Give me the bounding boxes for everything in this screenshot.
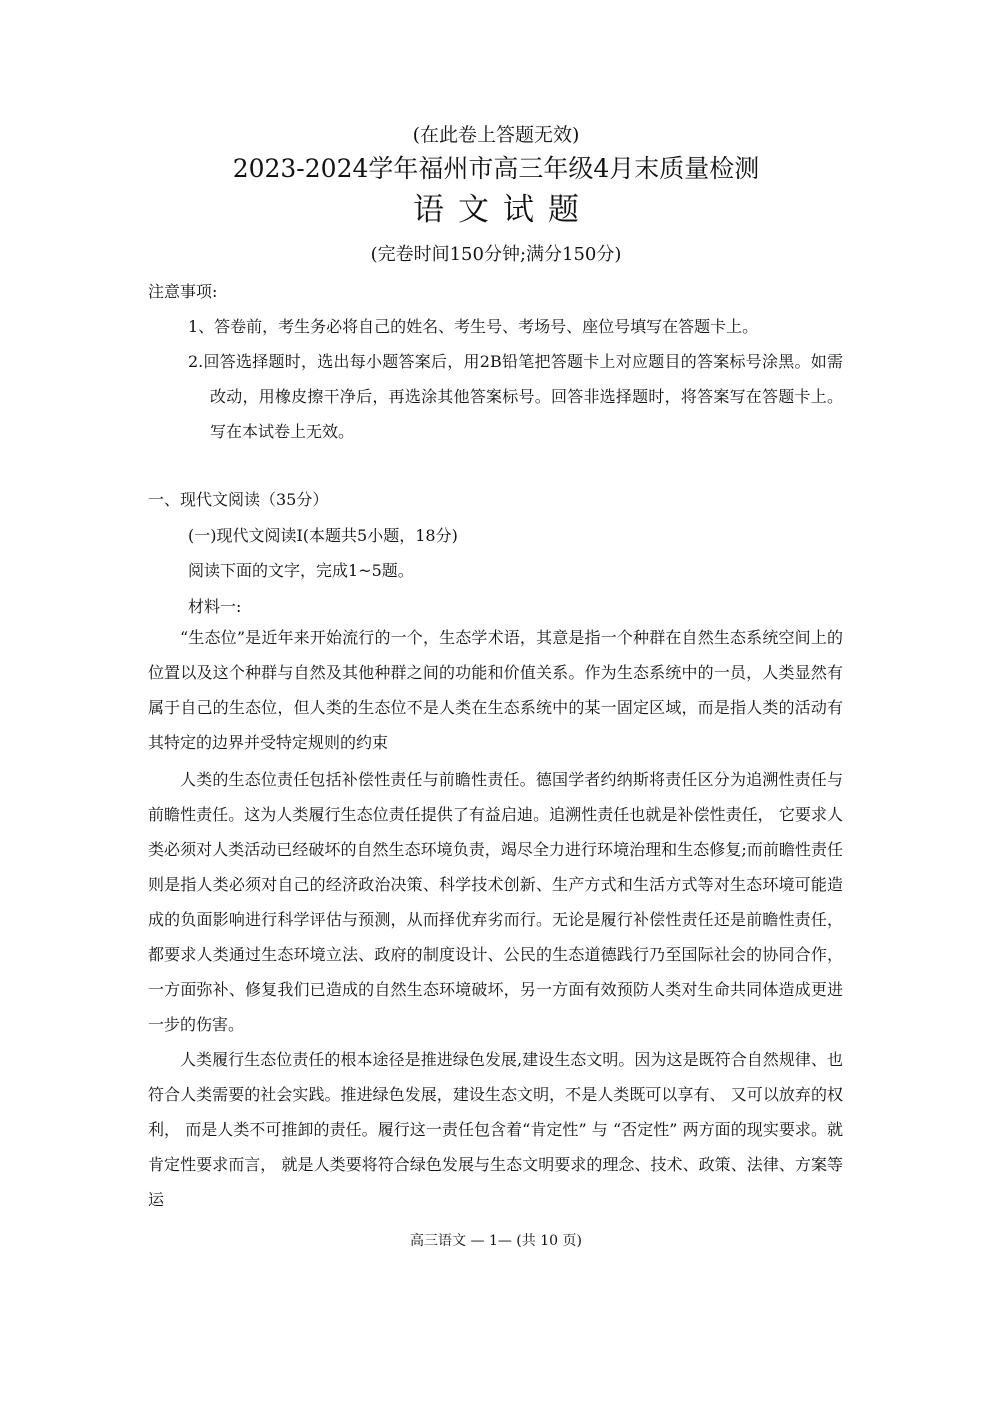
paragraph-3: 人类履行生态位责任的根本途径是推进绿色发展,建设生态文明。因为这是既符合自然规律、也符合人类需要的社会实践。推进绿色发展，建设生态文明，不是人类既可以享有、 又可以放弃的权利， 而是人类不可推卸的责任。履行这一责任包含着“肯定性” 与 “否定性” 两方面的现实要求。就肯定性要求而言， 就是人类要将符合绿色发展与生态文明要求的理念、技术、政策、法律、方案等运 — [148, 1050, 843, 1209]
subject-title: 语文试题 — [413, 192, 593, 228]
reading-instruction: 阅读下面的文字，完成1~5题。 — [188, 561, 414, 580]
section-heading: 一、现代文阅读（35分） — [148, 490, 329, 509]
paragraph-1: “生态位”是近年来开始流行的一个，生态学术语，其意是指一个种群在自然生态系统空间上的位置以及这个种群与自然及其他种群之间的功能和价值关系。作为生态系统中的一员，人类显然有属于自己的生态位，但人类的生态位不是人类在生态系统中的某一固定区域，而是指人类的活动有其特定的边界并受特定规则的约束 — [148, 628, 843, 752]
page-footer: 高三语文 — 1— (共 10 页) — [410, 1233, 582, 1249]
notice-item-1: 1、答卷前，考生务必将自己的姓名、考生号、考场号、座位号填写在答题卡上。 — [188, 317, 759, 336]
exam-title: 2023-2024学年福州市高三年级4月末质量检测 — [232, 154, 760, 183]
time-score-note: (完卷时间150分钟;满分150分) — [370, 244, 622, 265]
material-label: 材料一: — [188, 597, 242, 616]
notice-heading: 注意事项: — [148, 282, 218, 301]
section-subheading: (一)现代文阅读Ⅰ(本题共5小题，18分) — [188, 526, 458, 545]
notice-item-2: 2.回答选择题时，选出每小题答案后，用2B铅笔把答题卡上对应题目的答案标号涂黑。如需改动，用橡皮擦干净后，再选涂其他答案标号。回答非选择题时，将答案写在答题卡上。写在本试卷上无效。 — [188, 352, 843, 441]
paragraph-2: 人类的生态位责任包括补偿性责任与前瞻性责任。德国学者约纳斯将责任区分为追溯性责任与前瞻性责任。这为人类履行生态位责任提供了有益启迪。追溯性责任也就是补偿性责任， 它要求人类必须对人类活动已经破坏的自然生态环境负责，竭尽全力进行环境治理和生态修复;而前瞻性责任则是指人类必须对自己的经济政治决策、科学技术创新、生产方式和生活方式等对生态环境可能造成的负面影响进行科学评估与预测，从而择优弃劣而行。无论是履行补偿性责任还是前瞻性责任，都要求人类通过生态环境立法、政府的制度设计、公民的生态道德践行乃至国际社会的协同合作，一方面弥补、修复我们已造成的自然生态环境破坏，另一方面有效预防人类对生命共同体造成更进一步的伤害。 — [148, 770, 843, 1034]
invalid-answer-note: (在此卷上答题无效) — [412, 124, 580, 146]
